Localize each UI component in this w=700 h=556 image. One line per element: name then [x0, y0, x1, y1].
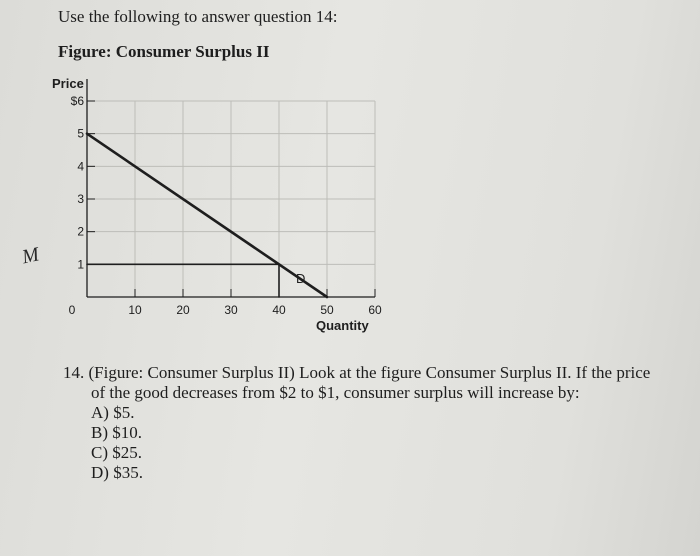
question-text: 14. (Figure: Consumer Surplus II) Look at the figure Consumer Surplus II. If the price of the good decreases from $2 to $1, consumer surplus will increase by:: [63, 363, 651, 402]
figure-title: Figure: Consumer Surplus II: [58, 42, 270, 61]
plot-area: [69, 79, 382, 317]
x-tick-label-10: 10: [128, 303, 142, 317]
x-tick-label-30: 30: [224, 303, 238, 317]
x-tick-label-50: 50: [320, 303, 334, 317]
y-tick-label-5: 5: [77, 126, 84, 141]
intro-text: Use the following to answer question 14:: [58, 7, 338, 26]
choice-b[interactable]: B) $10.: [91, 423, 142, 442]
question-14: [63, 363, 663, 483]
handwritten-margin-mark: M: [20, 243, 41, 269]
y-axis-label: Price: [52, 76, 84, 91]
x-tick-label-20: 20: [176, 303, 190, 317]
y-tick-label-6: $6: [70, 94, 84, 108]
y-tick-label-2: 2: [77, 224, 84, 239]
y-tick-label-1: 1: [77, 257, 84, 272]
y-tick-label-3: 3: [77, 192, 84, 206]
choice-c[interactable]: C) $25.: [91, 443, 142, 462]
y-tick-label-4: 4: [77, 159, 84, 174]
choice-a[interactable]: A) $5.: [91, 403, 135, 422]
series-D: [87, 134, 327, 297]
x-tick-label-60: 60: [368, 303, 382, 317]
demand-curve-label: D: [296, 271, 306, 286]
choice-d[interactable]: D) $35.: [91, 463, 143, 482]
x-tick-label-0: 0: [68, 303, 76, 317]
x-axis-label: Quantity: [316, 318, 369, 333]
x-tick-label-40: 40: [272, 303, 286, 317]
